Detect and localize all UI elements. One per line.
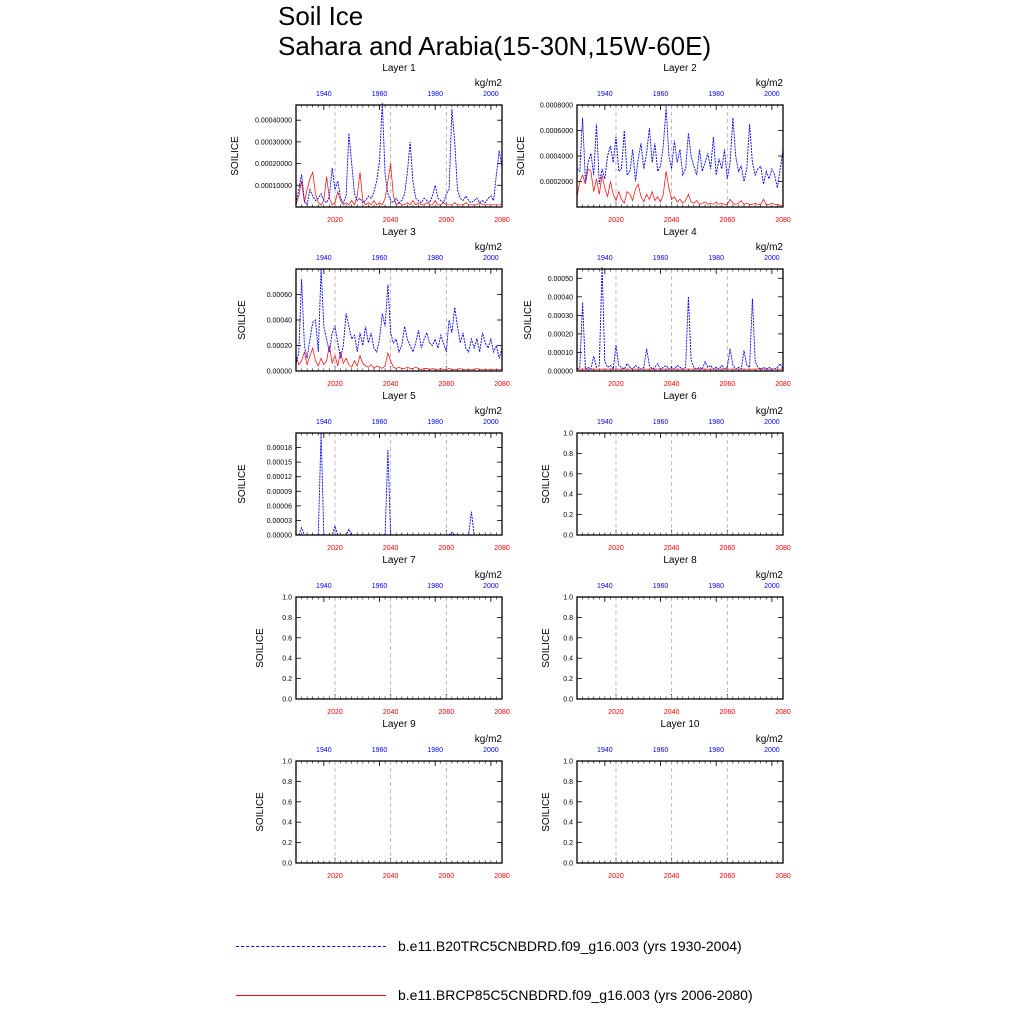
panel-7-bottom-tick-label: 2020	[327, 709, 343, 716]
panel-1-top-tick-label: 1960	[371, 91, 388, 98]
panel-4-y-axis-label: SOILICE	[523, 300, 534, 340]
panel-10-bottom-tick-label: 2040	[663, 873, 680, 880]
panel-10-y-tick-label: 0.6	[563, 799, 573, 807]
panel-10-frame	[577, 761, 783, 863]
panel-8-y-tick-label: 0.8	[563, 614, 573, 622]
panel-4-historical-series-line	[577, 267, 783, 369]
panel-3-y-tick-label: 0.00060	[266, 292, 292, 299]
panel-5-top-tick-label: 1980	[427, 419, 443, 426]
panel-6-y-tick-label: 0.8	[563, 450, 573, 458]
panel-5-historical-series-line	[296, 433, 502, 535]
panel-2-y-axis-label: SOILICE	[516, 136, 527, 176]
panel-3-bottom-tick-label: 2060	[438, 381, 455, 388]
panel-3-future-series-line	[296, 346, 502, 370]
panel-2-bottom-tick-label: 2060	[719, 217, 736, 224]
panel-3-historical-series-line	[296, 269, 502, 365]
panel-5-y-axis-label: SOILICE	[237, 464, 248, 504]
panel-3-top-tick-label: 1960	[371, 255, 388, 262]
panel-4-top-tick-label: 1940	[597, 255, 613, 262]
panel-9-y-tick-label: 0.8	[282, 778, 292, 786]
panel-3-top-tick-label: 1940	[316, 255, 332, 262]
panel-1-y-tick-label: 0.00030000	[255, 139, 292, 147]
panel-7-title: Layer 7	[382, 555, 416, 566]
panel-2-bottom-tick-label: 2040	[663, 217, 680, 224]
panel-7-y-tick-label: 0.8	[282, 614, 292, 622]
panel-1-y-axis-label: SOILICE	[230, 136, 241, 176]
panel-5-top-tick-label: 2000	[483, 419, 499, 426]
panel-5-title: Layer 5	[382, 391, 416, 402]
panel-1-bottom-tick-label: 2080	[494, 217, 510, 224]
panel-6-y-tick-label: 1.0	[563, 430, 573, 438]
panel-8-title: Layer 8	[663, 555, 697, 566]
panel-5-y-tick-label: 0.00006	[266, 503, 292, 511]
panel-3-top-tick-label: 2000	[483, 255, 499, 262]
panel-4-top-tick-label: 1980	[708, 255, 724, 262]
panel-5-bottom-tick-label: 2060	[438, 545, 455, 552]
panel-7-y-tick-label: 0.2	[282, 676, 292, 684]
panel-1-units: kg/m2	[474, 78, 502, 89]
panel-6-bottom-tick-label: 2020	[608, 545, 624, 552]
panel-7-y-axis-label: SOILICE	[255, 628, 266, 668]
panel-6-frame	[577, 433, 783, 535]
panel-3-bottom-tick-label: 2020	[327, 381, 343, 388]
panel-5-y-tick-label: 0.00000	[266, 532, 292, 540]
panel-2-top-tick-label: 1980	[708, 91, 724, 98]
panel-9-bottom-tick-label: 2040	[382, 873, 399, 880]
panel-3-y-tick-label: 0.00020	[266, 343, 292, 350]
panel-6-units: kg/m2	[755, 406, 783, 417]
panel-1-bottom-tick-label: 2060	[438, 217, 455, 224]
panel-4-units: kg/m2	[755, 242, 783, 253]
panel-4-y-tick-label: 0.00020	[547, 331, 573, 339]
panel-1-bottom-tick-label: 2020	[327, 217, 343, 224]
panel-8-bottom-tick-label: 2040	[663, 709, 680, 716]
panel-8-frame	[577, 597, 783, 699]
panel-1-top-tick-label: 2000	[483, 91, 499, 98]
panel-10-y-tick-label: 0.0	[563, 860, 573, 868]
panel-5-y-tick-label: 0.00009	[266, 488, 292, 496]
panel-10-y-tick-label: 0.4	[563, 819, 573, 827]
panel-5-y-tick-label: 0.00015	[266, 459, 292, 467]
panel-9-bottom-tick-label: 2080	[494, 873, 510, 880]
panel-5-bottom-tick-label: 2040	[382, 545, 399, 552]
panel-1-top-tick-label: 1940	[316, 91, 332, 98]
panel-5-top-tick-label: 1960	[371, 419, 388, 426]
panel-5-y-tick-label: 0.00018	[266, 445, 292, 453]
panel-8-y-tick-label: 0.4	[563, 655, 573, 663]
panel-8-y-axis-label: SOILICE	[541, 628, 552, 668]
panel-10-y-tick-label: 0.2	[563, 840, 573, 848]
panel-8-top-tick-label: 2000	[764, 583, 780, 590]
panel-3-frame	[296, 269, 502, 371]
panel-4-top-tick-label: 1960	[652, 255, 669, 262]
panel-7-frame	[296, 597, 502, 699]
panel-3-y-axis-label: SOILICE	[237, 300, 248, 340]
panel-4-bottom-tick-label: 2060	[719, 381, 736, 388]
panel-6-y-axis-label: SOILICE	[541, 464, 552, 504]
panel-10-bottom-tick-label: 2080	[775, 873, 791, 880]
panel-2-future-series-line	[577, 169, 783, 206]
panel-3-y-tick-label: 0.00040	[266, 317, 292, 325]
panel-5-bottom-tick-label: 2080	[494, 545, 510, 552]
panel-2-bottom-tick-label: 2080	[775, 217, 791, 224]
panel-8-y-tick-label: 0.6	[563, 635, 573, 643]
panel-10-units: kg/m2	[755, 734, 783, 745]
panel-6-y-tick-label: 0.6	[563, 471, 573, 479]
panel-3-y-tick-label: 0.00000	[266, 368, 292, 376]
panel-6-top-tick-label: 1960	[652, 419, 669, 426]
panel-9-y-tick-label: 0.2	[282, 840, 292, 848]
panel-5-top-tick-label: 1940	[316, 419, 332, 426]
panel-1-y-tick-label: 0.00010000	[255, 182, 292, 190]
panel-8-y-tick-label: 0.0	[563, 696, 573, 704]
panel-3-bottom-tick-label: 2040	[382, 381, 399, 388]
panel-1-future-series-line	[296, 164, 502, 205]
panel-1-y-tick-label: 0.00040000	[255, 117, 292, 125]
panel-9-title: Layer 9	[382, 719, 416, 730]
panel-5-units: kg/m2	[474, 406, 502, 417]
panel-8-y-tick-label: 0.2	[563, 676, 573, 684]
panel-9-units: kg/m2	[474, 734, 502, 745]
panel-9-top-tick-label: 1980	[427, 747, 443, 754]
panel-10-title: Layer 10	[660, 719, 700, 730]
panel-9-bottom-tick-label: 2060	[438, 873, 455, 880]
panel-9-y-tick-label: 1.0	[282, 758, 292, 766]
panel-4-title: Layer 4	[663, 227, 697, 238]
panel-3-bottom-tick-label: 2080	[494, 381, 510, 388]
panel-6-top-tick-label: 2000	[764, 419, 780, 426]
panel-9-top-tick-label: 2000	[483, 747, 499, 754]
panel-9-top-tick-label: 1960	[371, 747, 388, 754]
legend-future-label: b.e11.BRCP85C5CNBDRD.f09_g16.003 (yrs 2006-2080)	[398, 987, 753, 1003]
panel-1-bottom-tick-label: 2040	[382, 217, 399, 224]
panel-10-top-tick-label: 1980	[708, 747, 724, 754]
panel-7-y-tick-label: 0.4	[282, 655, 292, 663]
panel-4-y-tick-label: 0.00030	[547, 312, 573, 320]
panel-2-top-tick-label: 1960	[652, 91, 669, 98]
panel-4-y-tick-label: 0.00010	[547, 349, 573, 357]
panel-5-y-tick-label: 0.00003	[266, 517, 292, 525]
panel-9-frame	[296, 761, 502, 863]
panel-2-y-tick-label: 0.0004000	[539, 153, 573, 161]
panel-6-top-tick-label: 1980	[708, 419, 724, 426]
panel-4-y-tick-label: 0.00000	[547, 368, 573, 376]
panel-7-y-tick-label: 1.0	[282, 594, 292, 602]
panel-3-title: Layer 3	[382, 227, 416, 238]
figure-title: Soil Ice	[278, 1, 364, 31]
panel-7-bottom-tick-label: 2040	[382, 709, 399, 716]
panel-6-y-tick-label: 0.0	[563, 532, 573, 540]
panel-8-y-tick-label: 1.0	[563, 594, 573, 602]
panel-4-top-tick-label: 2000	[764, 255, 780, 262]
panel-10-bottom-tick-label: 2020	[608, 873, 624, 880]
panel-8-top-tick-label: 1980	[708, 583, 724, 590]
panel-1-title: Layer 1	[382, 63, 416, 74]
panel-5-bottom-tick-label: 2020	[327, 545, 343, 552]
panel-2-historical-series-line	[577, 108, 783, 188]
panel-7-y-tick-label: 0.6	[282, 635, 292, 643]
panel-6-top-tick-label: 1940	[597, 419, 613, 426]
panel-3-top-tick-label: 1980	[427, 255, 443, 262]
panel-2-y-tick-label: 0.0006000	[539, 128, 573, 135]
panel-9-y-tick-label: 0.6	[282, 799, 292, 807]
panel-1-historical-series-line	[296, 103, 502, 205]
panel-4-frame	[577, 269, 783, 371]
panel-7-bottom-tick-label: 2060	[438, 709, 455, 716]
panel-9-top-tick-label: 1940	[316, 747, 332, 754]
panel-6-bottom-tick-label: 2080	[775, 545, 791, 552]
panel-10-top-tick-label: 2000	[764, 747, 780, 754]
panel-8-bottom-tick-label: 2060	[719, 709, 736, 716]
panel-6-y-tick-label: 0.4	[563, 491, 573, 499]
panel-4-bottom-tick-label: 2020	[608, 381, 624, 388]
panel-10-top-tick-label: 1940	[597, 747, 613, 754]
panel-7-top-tick-label: 1940	[316, 583, 332, 590]
panel-9-bottom-tick-label: 2020	[327, 873, 343, 880]
panel-9-y-tick-label: 0.0	[282, 860, 292, 868]
panel-7-top-tick-label: 1960	[371, 583, 388, 590]
panel-3-units: kg/m2	[474, 242, 502, 253]
panel-2-top-tick-label: 2000	[764, 91, 780, 98]
panel-10-top-tick-label: 1960	[652, 747, 669, 754]
panel-7-bottom-tick-label: 2080	[494, 709, 510, 716]
panel-7-y-tick-label: 0.0	[282, 696, 292, 704]
figure-subtitle: Sahara and Arabia(15-30N,15W-60E)	[278, 31, 712, 61]
panel-5-frame	[296, 433, 502, 535]
panel-7-units: kg/m2	[474, 570, 502, 581]
panel-6-y-tick-label: 0.2	[563, 512, 573, 520]
panel-6-title: Layer 6	[663, 391, 697, 402]
panel-5-y-tick-label: 0.00012	[266, 474, 292, 482]
panel-2-bottom-tick-label: 2020	[608, 217, 624, 224]
panel-10-y-axis-label: SOILICE	[541, 792, 552, 832]
panel-4-bottom-tick-label: 2040	[663, 381, 680, 388]
panel-7-top-tick-label: 1980	[427, 583, 443, 590]
panel-9-y-tick-label: 0.4	[282, 819, 292, 827]
legend-historical-swatch	[236, 946, 386, 947]
panel-1-y-tick-label: 0.00020000	[255, 161, 292, 169]
panel-10-bottom-tick-label: 2060	[719, 873, 736, 880]
panel-8-bottom-tick-label: 2020	[608, 709, 624, 716]
panel-8-bottom-tick-label: 2080	[775, 709, 791, 716]
panel-7-top-tick-label: 2000	[483, 583, 499, 590]
legend-future-swatch	[236, 995, 386, 996]
panel-6-bottom-tick-label: 2060	[719, 545, 736, 552]
panel-9-y-axis-label: SOILICE	[255, 792, 266, 832]
panel-2-y-tick-label: 0.0008000	[539, 102, 573, 110]
panel-10-y-tick-label: 0.8	[563, 778, 573, 786]
panel-8-units: kg/m2	[755, 570, 783, 581]
panel-10-y-tick-label: 1.0	[563, 758, 573, 766]
panel-2-units: kg/m2	[755, 78, 783, 89]
panel-8-top-tick-label: 1940	[597, 583, 613, 590]
panel-6-bottom-tick-label: 2040	[663, 545, 680, 552]
legend-historical-label: b.e11.B20TRC5CNBDRD.f09_g16.003 (yrs 1930-2004)	[398, 938, 742, 954]
panel-1-top-tick-label: 1980	[427, 91, 443, 98]
panel-4-y-tick-label: 0.00040	[547, 294, 573, 302]
panel-2-title: Layer 2	[663, 63, 697, 74]
panel-4-y-tick-label: 0.00050	[547, 275, 573, 283]
panel-2-top-tick-label: 1940	[597, 91, 613, 98]
panel-1-frame	[296, 105, 502, 207]
panel-8-top-tick-label: 1960	[652, 583, 669, 590]
panel-2-y-tick-label: 0.0002000	[539, 179, 573, 186]
panel-4-bottom-tick-label: 2080	[775, 381, 791, 388]
